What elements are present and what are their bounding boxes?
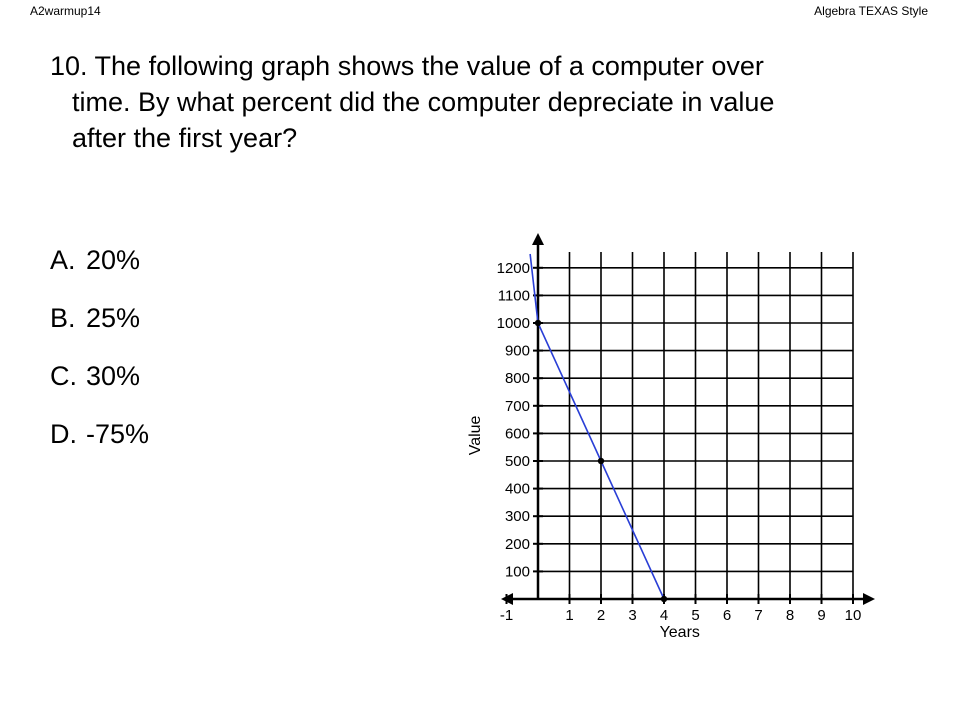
x-tick-label: 2: [596, 607, 606, 624]
x-tick-label: -1: [499, 607, 514, 624]
y-axis-title: Value: [467, 415, 484, 456]
y-tick-label: 1200: [496, 259, 530, 277]
y-tick-label: 900: [504, 342, 530, 360]
choice-letter: D.: [50, 419, 77, 449]
x-tick-label: 3: [628, 607, 637, 624]
data-point: [661, 596, 667, 602]
y-tick-label: 700: [504, 397, 530, 415]
choice-d[interactable]: [50, 412, 149, 470]
y-axis-arrow: [532, 233, 544, 245]
x-tick-label: 9: [817, 607, 826, 624]
x-tick-label: 7: [754, 607, 763, 624]
header-left-label: A2warmup14: [30, 4, 101, 18]
question-text: [50, 48, 930, 156]
choice-letter: A.: [50, 245, 76, 275]
value-over-time-chart: [455, 225, 885, 645]
question-line: 10. The following graph shows the value of a computer over: [50, 51, 764, 81]
choice-text: 30%: [86, 361, 141, 391]
choice-a[interactable]: [50, 238, 149, 296]
x-tick-label: 8: [785, 607, 795, 624]
choice-text: 25%: [86, 303, 141, 333]
data-point: [598, 458, 604, 464]
y-tick-label: 200: [504, 535, 530, 553]
series-line: [530, 254, 664, 599]
x-axis-arrow: [863, 593, 875, 605]
choice-text: 20%: [86, 245, 141, 275]
y-tick-label: 1000: [496, 315, 530, 332]
choice-b[interactable]: [50, 296, 149, 354]
y-tick-label: 300: [504, 508, 530, 526]
x-tick-label: 5: [691, 607, 700, 624]
choice-letter: C.: [50, 361, 77, 391]
x-tick-label: 6: [722, 607, 732, 624]
x-tick-label: 1: [565, 607, 574, 624]
y-tick-label: 500: [504, 453, 530, 470]
choice-c[interactable]: [50, 354, 149, 412]
x-tick-label: 4: [659, 607, 669, 624]
y-tick-label: 400: [504, 480, 530, 498]
data-point: [535, 320, 541, 326]
choice-letter: B.: [50, 303, 76, 333]
x-axis-title: Years: [659, 624, 700, 641]
answer-choices: [50, 238, 149, 470]
chart-canvas: [455, 225, 885, 645]
y-tick-label: 600: [504, 425, 530, 443]
header-right-label: Algebra TEXAS Style: [814, 4, 928, 18]
y-tick-label: 1100: [497, 287, 530, 305]
choice-text: -75%: [86, 419, 150, 449]
question-line: after the first year?: [72, 123, 298, 153]
y-tick-label: 100: [504, 563, 530, 581]
x-tick-label: 10: [844, 607, 862, 624]
question-line: time. By what percent did the computer depreciate in value: [72, 87, 775, 117]
y-tick-label: 800: [504, 370, 530, 388]
